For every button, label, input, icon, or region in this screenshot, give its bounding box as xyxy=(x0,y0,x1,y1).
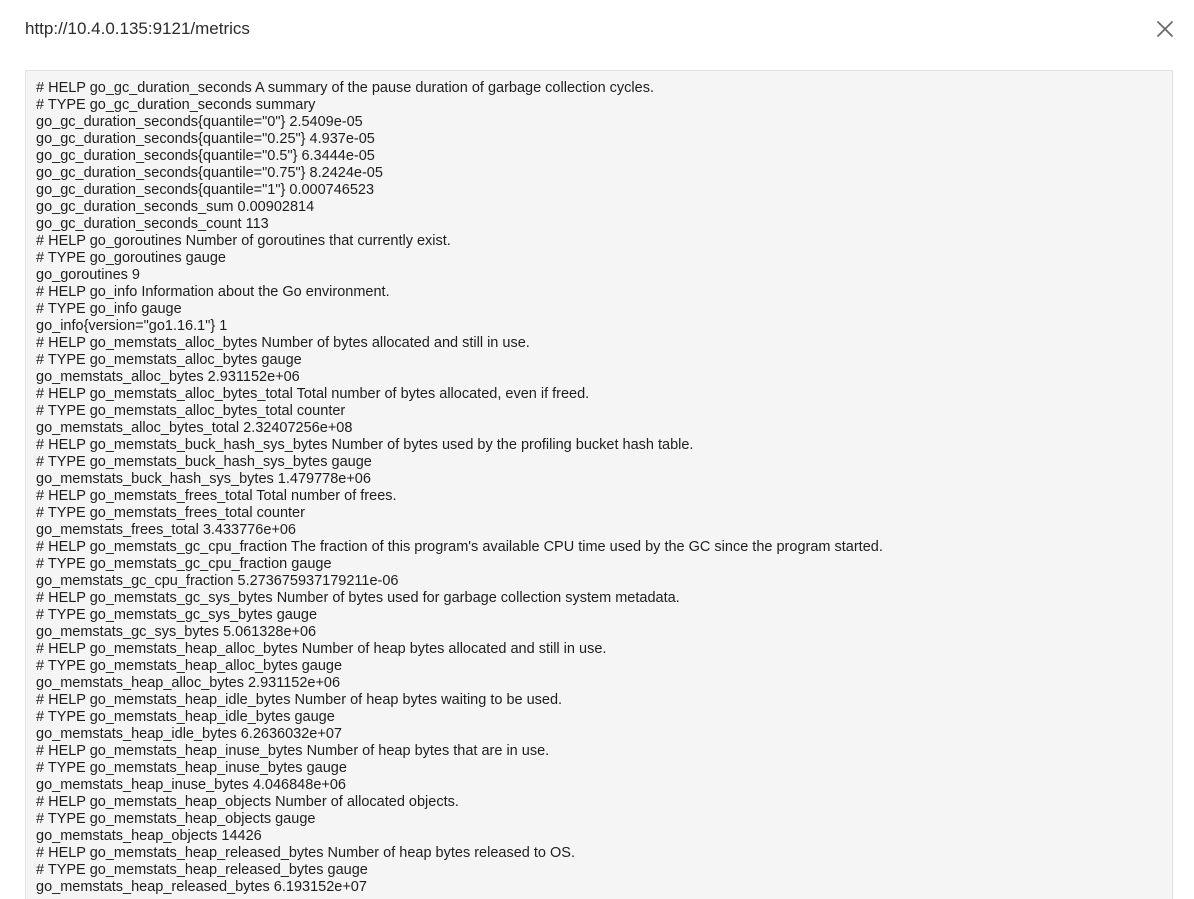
metrics-line: go_memstats_buck_hash_sys_bytes 1.479778e+06 xyxy=(36,471,371,487)
metrics-line: # TYPE go_memstats_heap_objects gauge xyxy=(36,811,316,827)
metrics-line: go_memstats_heap_released_bytes 6.193152e+07 xyxy=(36,879,367,895)
metrics-line: # HELP go_memstats_buck_hash_sys_bytes Number of bytes used by the profiling bucket hash table. xyxy=(36,437,694,453)
metrics-line: go_memstats_heap_inuse_bytes 4.046848e+06 xyxy=(36,777,346,793)
metrics-content-panel[interactable] xyxy=(25,70,1173,899)
metrics-line: # TYPE go_info gauge xyxy=(36,301,182,317)
metrics-line: # HELP go_memstats_heap_objects Number of allocated objects. xyxy=(36,794,459,810)
metrics-line: go_memstats_heap_objects 14426 xyxy=(36,828,262,844)
metrics-line: go_memstats_heap_idle_bytes 6.2636032e+07 xyxy=(36,726,342,742)
metrics-line: go_memstats_gc_cpu_fraction 5.273675937179211e-06 xyxy=(36,573,399,589)
metrics-line: go_memstats_alloc_bytes_total 2.32407256e+08 xyxy=(36,420,353,436)
metrics-line: # HELP go_memstats_alloc_bytes_total Total number of bytes allocated, even if freed. xyxy=(36,386,590,402)
metrics-line: go_memstats_heap_alloc_bytes 2.931152e+06 xyxy=(36,675,341,691)
metrics-line: # TYPE go_memstats_buck_hash_sys_bytes gauge xyxy=(36,454,372,470)
metrics-line: # TYPE go_memstats_heap_inuse_bytes gauge xyxy=(36,760,347,776)
metrics-line: # HELP go_memstats_heap_idle_bytes Number of heap bytes waiting to be used. xyxy=(36,692,563,708)
metrics-line: go_gc_duration_seconds{quantile="0.25"} 4.937e-05 xyxy=(36,131,375,147)
modal-title: http://10.4.0.135:9121/metrics xyxy=(25,19,250,38)
metrics-line: # HELP go_goroutines Number of goroutines that currently exist. xyxy=(36,233,451,249)
metrics-line: # TYPE go_memstats_frees_total counter xyxy=(36,505,305,521)
metrics-line: go_gc_duration_seconds{quantile="0"} 2.5409e-05 xyxy=(36,114,363,130)
metrics-line: go_info{version="go1.16.1"} 1 xyxy=(36,318,228,334)
close-button[interactable] xyxy=(1154,18,1176,40)
metrics-line: go_gc_duration_seconds_sum 0.00902814 xyxy=(36,199,315,215)
metrics-line: # HELP go_memstats_frees_total Total number of frees. xyxy=(36,488,397,504)
metrics-line: # TYPE go_memstats_heap_alloc_bytes gauge xyxy=(36,658,343,674)
metrics-line: go_memstats_alloc_bytes 2.931152e+06 xyxy=(36,369,300,385)
metrics-line: # TYPE go_goroutines gauge xyxy=(36,250,226,266)
metrics-line: # TYPE go_memstats_gc_sys_bytes gauge xyxy=(36,607,318,623)
metrics-line: # HELP go_memstats_heap_alloc_bytes Number of heap bytes allocated and still in use. xyxy=(36,641,607,657)
metrics-line: go_gc_duration_seconds_count 113 xyxy=(36,216,269,232)
metrics-line: # HELP go_memstats_heap_released_bytes Number of heap bytes released to OS. xyxy=(36,845,575,861)
metrics-line: # HELP go_memstats_gc_sys_bytes Number of bytes used for garbage collection system metadata. xyxy=(36,590,680,606)
metrics-line: # TYPE go_memstats_gc_cpu_fraction gauge xyxy=(36,556,332,572)
metrics-line: go_goroutines 9 xyxy=(36,267,140,283)
metrics-line: go_gc_duration_seconds{quantile="0.75"} 8.2424e-05 xyxy=(36,165,383,181)
metrics-line: # HELP go_memstats_alloc_bytes Number of bytes allocated and still in use. xyxy=(36,335,530,351)
metrics-line: # TYPE go_memstats_heap_released_bytes gauge xyxy=(36,862,368,878)
metrics-line: # HELP go_memstats_heap_inuse_bytes Number of heap bytes that are in use. xyxy=(36,743,550,759)
close-icon xyxy=(1154,18,1176,40)
modal-header xyxy=(0,0,1194,58)
metrics-line: # HELP go_info Information about the Go environment. xyxy=(36,284,390,300)
metrics-line: go_memstats_gc_sys_bytes 5.061328e+06 xyxy=(36,624,317,640)
metrics-text xyxy=(26,71,1172,896)
metrics-line: # TYPE go_memstats_alloc_bytes gauge xyxy=(36,352,302,368)
metrics-line: go_gc_duration_seconds{quantile="1"} 0.000746523 xyxy=(36,182,375,198)
metrics-line: # TYPE go_memstats_heap_idle_bytes gauge xyxy=(36,709,335,725)
metrics-line: # HELP go_memstats_gc_cpu_fraction The fraction of this program's available CPU time used by the GC since the program started. xyxy=(36,539,883,555)
metrics-line: go_memstats_frees_total 3.433776e+06 xyxy=(36,522,296,538)
metrics-line: # TYPE go_gc_duration_seconds summary xyxy=(36,97,316,113)
metrics-line: # HELP go_gc_duration_seconds A summary of the pause duration of garbage collection cycles. xyxy=(36,80,654,96)
metrics-line: go_gc_duration_seconds{quantile="0.5"} 6.3444e-05 xyxy=(36,148,375,164)
metrics-line: # TYPE go_memstats_alloc_bytes_total counter xyxy=(36,403,346,419)
